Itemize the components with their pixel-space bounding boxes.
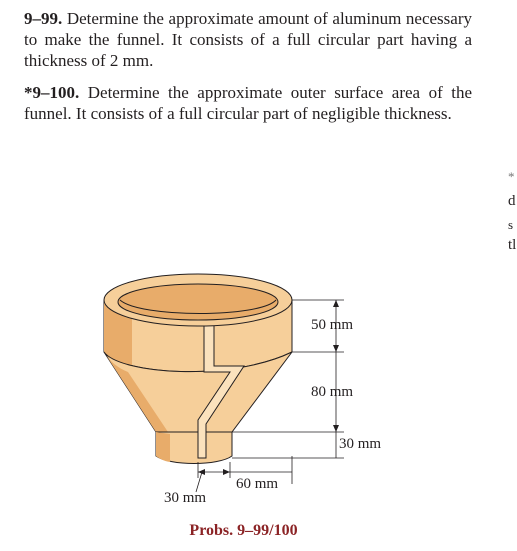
figure-caption: Probs. 9–99/100 bbox=[189, 522, 298, 539]
problem-9-100 bbox=[24, 82, 472, 124]
dim-label-30-height: 30 mm bbox=[339, 436, 382, 452]
dim-label-50: 50 mm bbox=[311, 317, 354, 333]
arrow-icon bbox=[333, 345, 339, 352]
arrow-icon bbox=[333, 300, 339, 307]
funnel-rim-inner bbox=[118, 284, 278, 320]
dim-label-60: 60 mm bbox=[236, 476, 279, 492]
arrow-icon bbox=[333, 425, 339, 432]
funnel-figure bbox=[0, 270, 517, 520]
dim-label-80: 80 mm bbox=[311, 384, 354, 400]
dim-label-30-radius: 30 mm bbox=[164, 490, 207, 506]
problem-9-99 bbox=[24, 8, 472, 71]
problem-text: Determine the approximate amount of aluminum necessary to make the funnel. It consists of a full circular part having a thickness of 2 mm. bbox=[24, 9, 472, 70]
dim-leader bbox=[196, 472, 202, 492]
margin-fragment: d bbox=[508, 193, 516, 209]
arrow-icon bbox=[223, 469, 230, 475]
problem-number: *9–100. bbox=[24, 83, 80, 102]
problem-number: 9–99. bbox=[24, 9, 63, 28]
problem-text: Determine the approximate outer surface area of the funnel. It consists of a full circular part of negligible thickness. bbox=[24, 83, 473, 123]
margin-fragment: s bbox=[508, 217, 514, 232]
margin-fragment: tl bbox=[508, 237, 517, 253]
margin-fragment: * bbox=[508, 169, 515, 184]
